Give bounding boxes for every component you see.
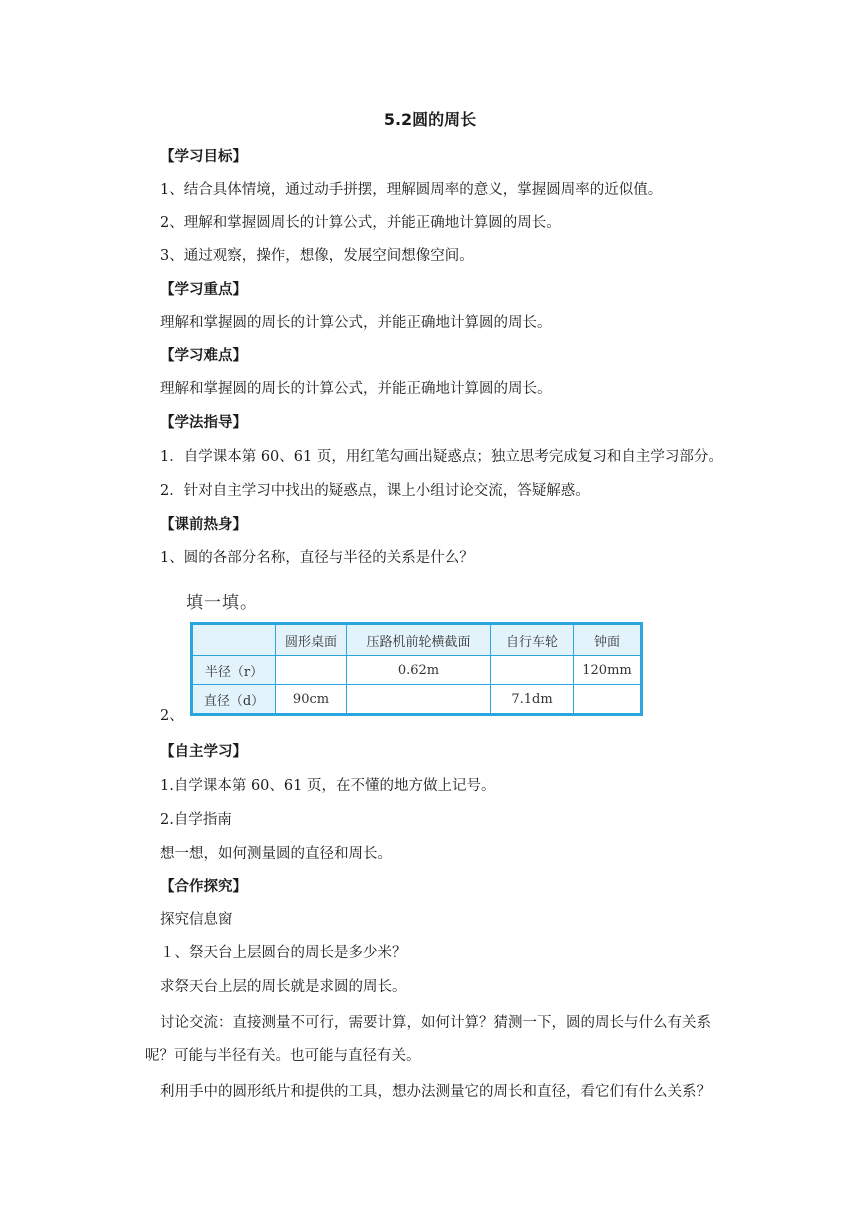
goal-item: 1、结合具体情境，通过动手拼摆，理解圆周率的意义，掌握圆周率的近似值。 xyxy=(160,182,663,198)
self-study-item: 2.自学指南 xyxy=(160,812,232,828)
coop-line: 利用手中的圆形纸片和提供的工具，想办法测量它的周长和直径，看它们有什么关系？ xyxy=(160,1084,711,1100)
fill-in-table-figure xyxy=(186,592,646,716)
table-row xyxy=(192,656,642,685)
key-text: 理解和掌握圆的周长的计算公式，并能正确地计算圆的周长。 xyxy=(160,315,552,331)
table-cell: 120mm xyxy=(574,656,642,685)
heading-self-study: 【自主学习】 xyxy=(160,744,247,760)
table-cell: 0.62m xyxy=(347,656,491,685)
heading-key: 【学习重点】 xyxy=(160,282,247,298)
heading-cooperative: 【合作探究】 xyxy=(160,879,247,895)
table-row xyxy=(192,685,642,715)
table-cell xyxy=(491,656,574,685)
table-cell: 90cm xyxy=(276,685,347,715)
page-title: 5.2圆的周长 xyxy=(383,110,477,129)
table-header-row xyxy=(192,624,642,656)
coop-line: 求祭天台上层的周长就是求圆的周长。 xyxy=(160,979,407,995)
warmup-question-1: 1、圆的各部分名称，直径与半径的关系是什么？ xyxy=(160,550,474,566)
table-row-label: 半径（r） xyxy=(192,656,276,685)
table-cell xyxy=(347,685,491,715)
table-header-cell: 自行车轮 xyxy=(491,624,574,656)
coop-line: 讨论交流：直接测量不可行，需要计算，如何计算？猜测一下，圆的周长与什么有关系 xyxy=(160,1015,711,1031)
table-header-cell: 压路机前轮横截面 xyxy=(347,624,491,656)
difficulty-text: 理解和掌握圆的周长的计算公式，并能正确地计算圆的周长。 xyxy=(160,381,552,397)
table-row-label: 直径（d） xyxy=(192,685,276,715)
table-header-cell xyxy=(192,624,276,656)
table-header-cell: 圆形桌面 xyxy=(276,624,347,656)
self-study-item: 1.自学课本第 60、61 页，在不懂的地方做上记号。 xyxy=(160,778,496,794)
self-study-item: 想一想，如何测量圆的直径和周长。 xyxy=(160,846,392,862)
heading-warmup: 【课前热身】 xyxy=(160,517,247,533)
coop-line: 探究信息窗 xyxy=(160,912,233,928)
coop-line: 呢？可能与半径有关。也可能与直径有关。 xyxy=(145,1048,421,1064)
goal-item: 2、理解和掌握圆周长的计算公式，并能正确地计算圆的周长。 xyxy=(160,215,561,231)
table-header-cell: 钟面 xyxy=(574,624,642,656)
figure-title: 填一填。 xyxy=(186,593,258,613)
table-cell xyxy=(574,685,642,715)
table-cell: 7.1dm xyxy=(491,685,574,715)
heading-method: 【学法指导】 xyxy=(160,415,247,431)
table-cell xyxy=(276,656,347,685)
method-item: 2．针对自主学习中找出的疑惑点，课上小组讨论交流，答疑解惑。 xyxy=(160,483,590,499)
fill-in-table xyxy=(190,622,643,716)
warmup-question-2-number: 2、 xyxy=(160,708,184,724)
goal-item: 3、通过观察，操作，想像，发展空间想像空间。 xyxy=(160,248,474,264)
coop-line: １、祭天台上层圆台的周长是多少米？ xyxy=(160,945,407,961)
heading-difficulty: 【学习难点】 xyxy=(160,348,247,364)
heading-goals: 【学习目标】 xyxy=(160,149,247,165)
method-item: 1．自学课本第 60、61 页，用红笔勾画出疑惑点；独立思考完成复习和自主学习部分。 xyxy=(160,449,723,465)
